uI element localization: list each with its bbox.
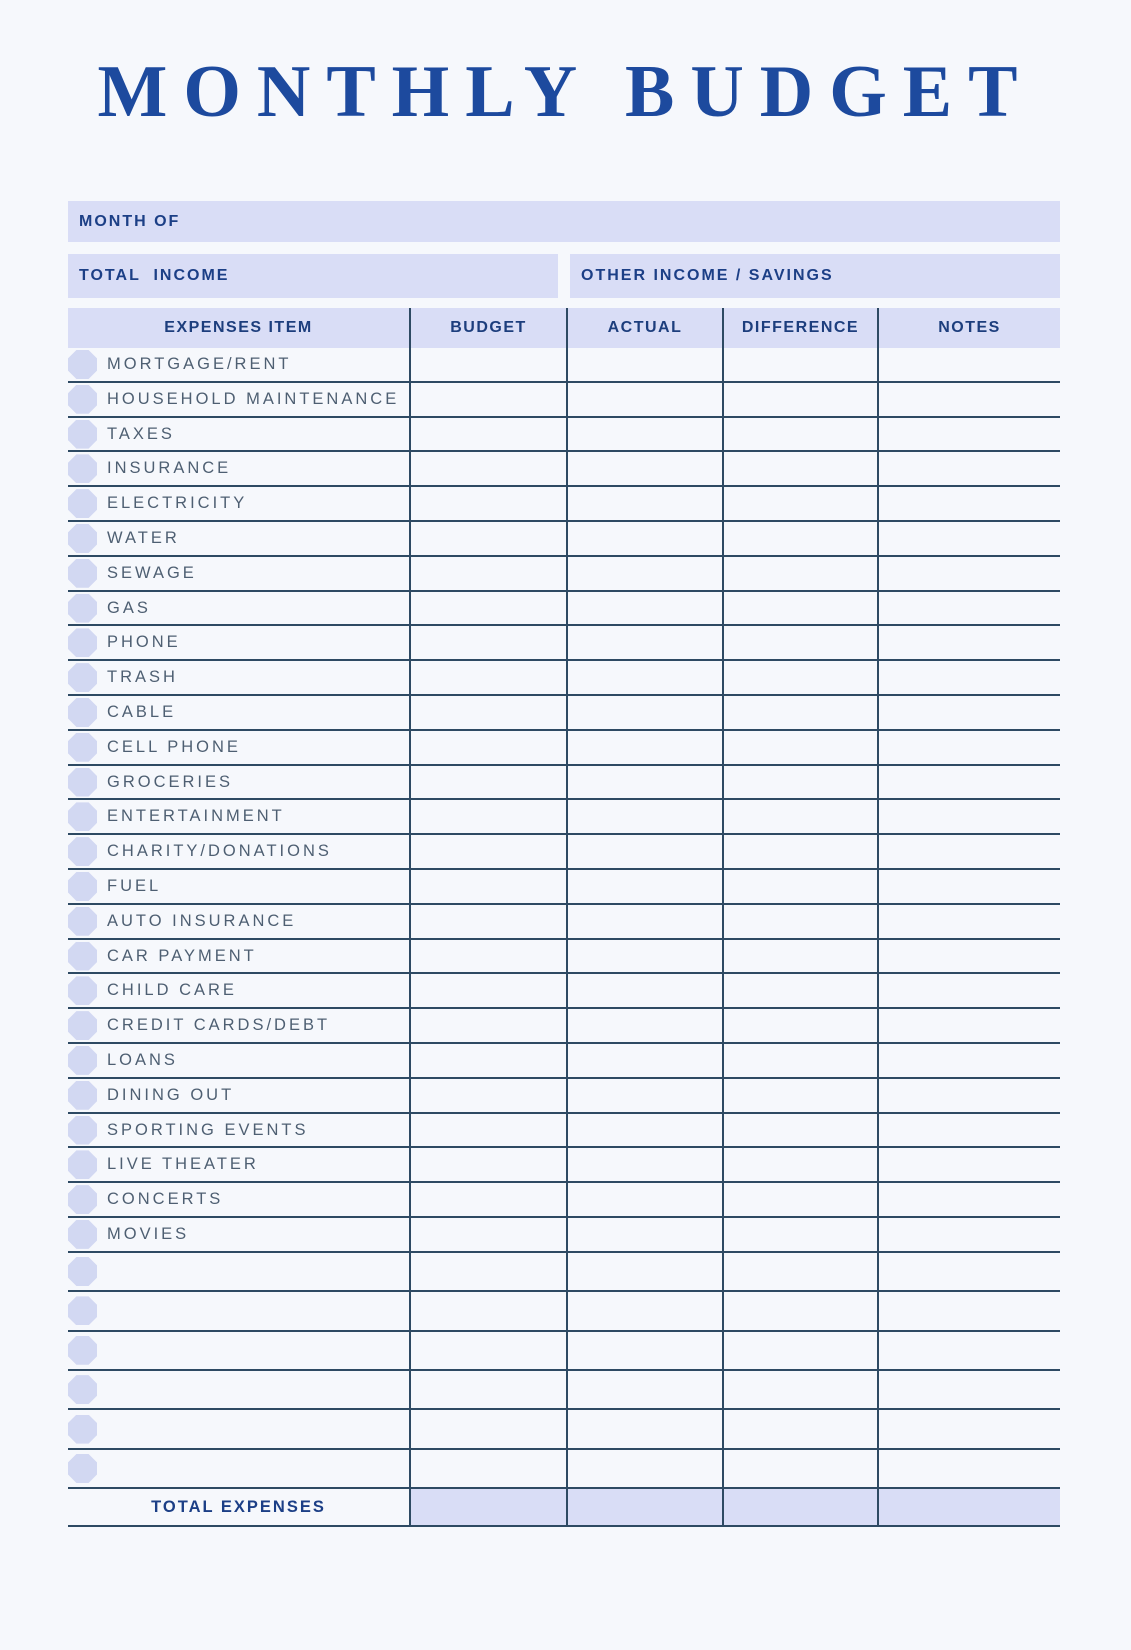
notes-cell[interactable]: [877, 1009, 1060, 1042]
table-row: [68, 1114, 1060, 1149]
difference-cell[interactable]: [722, 1450, 877, 1487]
table-row: [68, 452, 1060, 487]
difference-cell[interactable]: [722, 1218, 877, 1251]
page-title: MONTHLY BUDGET: [97, 51, 1034, 133]
difference-cell[interactable]: [722, 557, 877, 590]
budget-cell[interactable]: [409, 1114, 566, 1147]
difference-cell[interactable]: [722, 870, 877, 903]
expense-item-cell: [68, 940, 409, 973]
bullet-icon: [68, 524, 97, 553]
notes-cell[interactable]: [877, 1292, 1060, 1329]
table-row: [68, 1332, 1060, 1371]
expense-item-cell: [68, 557, 409, 590]
actual-cell[interactable]: [566, 592, 722, 625]
expense-item-cell[interactable]: [68, 1332, 409, 1369]
expense-item-cell[interactable]: [68, 1253, 409, 1290]
total-difference-cell[interactable]: [722, 1489, 877, 1525]
table-row: [68, 661, 1060, 696]
expense-item-cell: [68, 1044, 409, 1077]
budget-cell[interactable]: [409, 905, 566, 938]
budget-cell[interactable]: [409, 974, 566, 1007]
total-budget-cell[interactable]: [409, 1489, 566, 1525]
actual-cell[interactable]: [566, 383, 722, 416]
expense-item-label: CREDIT CARDS/DEBT: [107, 1016, 331, 1035]
bullet-icon: [68, 489, 97, 518]
bullet-icon: [68, 1415, 97, 1444]
difference-cell[interactable]: [722, 1332, 877, 1369]
expense-item-label: FUEL: [107, 876, 162, 895]
difference-cell[interactable]: [722, 487, 877, 520]
difference-cell[interactable]: [722, 974, 877, 1007]
expense-item-label: MORTGAGE/RENT: [107, 354, 292, 373]
table-row: [68, 522, 1060, 557]
table-row: [68, 1292, 1060, 1331]
actual-cell[interactable]: [566, 800, 722, 833]
month-of-label: MONTH OF: [79, 212, 181, 230]
budget-cell[interactable]: [409, 1450, 566, 1487]
table-row: [68, 418, 1060, 453]
notes-cell[interactable]: [877, 800, 1060, 833]
expense-item-cell[interactable]: [68, 1371, 409, 1408]
actual-cell[interactable]: [566, 1114, 722, 1147]
notes-cell[interactable]: [877, 766, 1060, 799]
actual-cell[interactable]: [566, 1292, 722, 1329]
table-row: [68, 974, 1060, 1009]
budget-cell[interactable]: [409, 696, 566, 729]
budget-cell[interactable]: [409, 1292, 566, 1329]
budget-sheet: [68, 201, 1060, 1527]
notes-cell[interactable]: [877, 940, 1060, 973]
notes-cell[interactable]: [877, 418, 1060, 451]
expense-item-label: LOANS: [107, 1050, 178, 1069]
expense-item-label: WATER: [107, 528, 180, 547]
notes-cell[interactable]: [877, 1079, 1060, 1112]
expense-item-cell: [68, 348, 409, 381]
notes-cell[interactable]: [877, 1148, 1060, 1181]
expense-item-cell: [68, 383, 409, 416]
budget-cell[interactable]: [409, 766, 566, 799]
actual-cell[interactable]: [566, 557, 722, 590]
notes-cell[interactable]: [877, 348, 1060, 381]
notes-cell[interactable]: [877, 1332, 1060, 1369]
budget-cell[interactable]: [409, 418, 566, 451]
difference-cell[interactable]: [722, 940, 877, 973]
expense-item-label: CAR PAYMENT: [107, 946, 257, 965]
notes-cell[interactable]: [877, 974, 1060, 1007]
notes-cell[interactable]: [877, 522, 1060, 555]
bullet-icon: [68, 385, 97, 414]
expense-item-cell: [68, 1114, 409, 1147]
bullet-icon: [68, 1150, 97, 1179]
expense-item-cell: [68, 522, 409, 555]
actual-cell[interactable]: [566, 626, 722, 659]
other-income-savings-label: OTHER INCOME / SAVINGS: [581, 267, 834, 285]
difference-cell[interactable]: [722, 835, 877, 868]
expense-item-label: CELL PHONE: [107, 737, 241, 756]
total-expenses-row: [68, 1489, 1060, 1527]
difference-cell[interactable]: [722, 800, 877, 833]
actual-cell[interactable]: [566, 1450, 722, 1487]
notes-cell[interactable]: [877, 1371, 1060, 1408]
expense-item-cell: [68, 800, 409, 833]
table-row: [68, 1044, 1060, 1079]
budget-cell[interactable]: [409, 940, 566, 973]
expense-item-cell: [68, 1183, 409, 1216]
table-row: [68, 766, 1060, 801]
expense-item-label: MOVIES: [107, 1224, 190, 1243]
expense-item-cell: [68, 661, 409, 694]
table-row: [68, 1148, 1060, 1183]
actual-cell[interactable]: [566, 696, 722, 729]
total-notes-cell[interactable]: [877, 1489, 1060, 1525]
actual-cell[interactable]: [566, 1410, 722, 1447]
table-row: [68, 731, 1060, 766]
expense-item-cell: [68, 1009, 409, 1042]
budget-cell[interactable]: [409, 1148, 566, 1181]
notes-cell[interactable]: [877, 1114, 1060, 1147]
budget-cell[interactable]: [409, 1079, 566, 1112]
budget-cell[interactable]: [409, 1410, 566, 1447]
actual-cell[interactable]: [566, 418, 722, 451]
bullet-icon: [68, 1081, 97, 1110]
expense-item-cell: [68, 626, 409, 659]
bullet-icon: [68, 837, 97, 866]
bullet-icon: [68, 698, 97, 727]
actual-cell[interactable]: [566, 835, 722, 868]
budget-cell[interactable]: [409, 592, 566, 625]
bullet-icon: [68, 1296, 97, 1325]
notes-cell[interactable]: [877, 1183, 1060, 1216]
budget-cell[interactable]: [409, 522, 566, 555]
actual-cell[interactable]: [566, 1253, 722, 1290]
actual-cell[interactable]: [566, 1183, 722, 1216]
expense-item-label: GROCERIES: [107, 772, 234, 791]
notes-cell[interactable]: [877, 1450, 1060, 1487]
difference-cell[interactable]: [722, 348, 877, 381]
actual-cell[interactable]: [566, 940, 722, 973]
bullet-icon: [68, 420, 97, 449]
difference-cell[interactable]: [722, 1371, 877, 1408]
budget-cell[interactable]: [409, 1183, 566, 1216]
expense-item-cell: [68, 974, 409, 1007]
header-budget: BUDGET: [409, 308, 566, 348]
actual-cell[interactable]: [566, 452, 722, 485]
budget-cell[interactable]: [409, 348, 566, 381]
table-row: [68, 592, 1060, 627]
header-notes: NOTES: [877, 308, 1060, 348]
actual-cell[interactable]: [566, 1218, 722, 1251]
header-difference: DIFFERENCE: [722, 308, 877, 348]
bullet-icon: [68, 942, 97, 971]
difference-cell[interactable]: [722, 522, 877, 555]
difference-cell[interactable]: [722, 1044, 877, 1077]
notes-cell[interactable]: [877, 626, 1060, 659]
expense-item-label: GAS: [107, 598, 151, 617]
table-row: [68, 940, 1060, 975]
table-row: [68, 835, 1060, 870]
bullet-icon: [68, 1454, 97, 1483]
actual-cell[interactable]: [566, 766, 722, 799]
table-row: [68, 800, 1060, 835]
notes-cell[interactable]: [877, 452, 1060, 485]
actual-cell[interactable]: [566, 487, 722, 520]
total-expenses-label: TOTAL EXPENSES: [151, 1497, 326, 1516]
notes-cell[interactable]: [877, 1253, 1060, 1290]
notes-cell[interactable]: [877, 661, 1060, 694]
bullet-icon: [68, 733, 97, 762]
difference-cell[interactable]: [722, 452, 877, 485]
actual-cell[interactable]: [566, 348, 722, 381]
actual-cell[interactable]: [566, 905, 722, 938]
expense-item-cell: [68, 766, 409, 799]
notes-cell[interactable]: [877, 487, 1060, 520]
bullet-icon: [68, 594, 97, 623]
bullet-icon: [68, 1375, 97, 1404]
difference-cell[interactable]: [722, 1292, 877, 1329]
bullet-icon: [68, 628, 97, 657]
notes-cell[interactable]: [877, 1044, 1060, 1077]
budget-cell[interactable]: [409, 557, 566, 590]
expense-item-label: INSURANCE: [107, 459, 232, 478]
actual-cell[interactable]: [566, 731, 722, 764]
expense-item-label: SEWAGE: [107, 563, 197, 582]
expense-item-cell[interactable]: [68, 1450, 409, 1487]
expense-item-label: CHARITY/DONATIONS: [107, 842, 332, 861]
table-body: [68, 348, 1060, 1489]
expense-item-cell: [68, 1148, 409, 1181]
total-income-label: TOTAL INCOME: [79, 267, 230, 285]
difference-cell[interactable]: [722, 661, 877, 694]
other-income-savings-field[interactable]: [570, 254, 1060, 298]
bullet-icon: [68, 802, 97, 831]
table-row: [68, 1253, 1060, 1292]
budget-cell[interactable]: [409, 383, 566, 416]
actual-cell[interactable]: [566, 1044, 722, 1077]
header-expenses-item: EXPENSES ITEM: [164, 319, 313, 337]
difference-cell[interactable]: [722, 626, 877, 659]
total-income-field[interactable]: [68, 254, 558, 298]
bullet-icon: [68, 1046, 97, 1075]
difference-cell[interactable]: [722, 905, 877, 938]
expense-item-label: HOUSEHOLD MAINTENANCE: [107, 389, 400, 408]
bullet-icon: [68, 907, 97, 936]
budget-cell[interactable]: [409, 1044, 566, 1077]
actual-cell[interactable]: [566, 974, 722, 1007]
difference-cell[interactable]: [722, 1183, 877, 1216]
expense-item-cell: [68, 696, 409, 729]
expense-item-cell: [68, 870, 409, 903]
difference-cell[interactable]: [722, 1114, 877, 1147]
table-row: [68, 1410, 1060, 1449]
difference-cell[interactable]: [722, 1410, 877, 1447]
actual-cell[interactable]: [566, 1148, 722, 1181]
notes-cell[interactable]: [877, 557, 1060, 590]
expense-item-cell[interactable]: [68, 1292, 409, 1329]
notes-cell[interactable]: [877, 696, 1060, 729]
table-row: [68, 1218, 1060, 1253]
expense-item-label: SPORTING EVENTS: [107, 1120, 309, 1139]
table-row: [68, 1183, 1060, 1218]
bullet-icon: [68, 768, 97, 797]
expense-item-label: TRASH: [107, 668, 178, 687]
notes-cell[interactable]: [877, 1218, 1060, 1251]
expense-item-label: PHONE: [107, 633, 181, 652]
bullet-icon: [68, 1116, 97, 1145]
actual-cell[interactable]: [566, 1332, 722, 1369]
header-actual: ACTUAL: [566, 308, 722, 348]
expense-item-label: CONCERTS: [107, 1190, 224, 1209]
table-row: [68, 1079, 1060, 1114]
difference-cell[interactable]: [722, 1253, 877, 1290]
expense-item-cell: [68, 1218, 409, 1251]
budget-cell[interactable]: [409, 661, 566, 694]
expense-item-label: ELECTRICITY: [107, 494, 248, 513]
table-row: [68, 1371, 1060, 1410]
table-row: [68, 557, 1060, 592]
income-section: [68, 254, 1060, 298]
bullet-icon: [68, 976, 97, 1005]
budget-cell[interactable]: [409, 731, 566, 764]
total-actual-cell[interactable]: [566, 1489, 722, 1525]
bullet-icon: [68, 1336, 97, 1365]
expense-item-cell: [68, 835, 409, 868]
actual-cell[interactable]: [566, 661, 722, 694]
expense-item-label: DINING OUT: [107, 1085, 235, 1104]
bullet-icon: [68, 872, 97, 901]
budget-cell[interactable]: [409, 1332, 566, 1369]
bullet-icon: [68, 1220, 97, 1249]
budget-cell[interactable]: [409, 1371, 566, 1408]
table-row: [68, 1009, 1060, 1044]
budget-cell[interactable]: [409, 835, 566, 868]
difference-cell[interactable]: [722, 696, 877, 729]
difference-cell[interactable]: [722, 766, 877, 799]
notes-cell[interactable]: [877, 592, 1060, 625]
actual-cell[interactable]: [566, 1009, 722, 1042]
expense-item-label: CHILD CARE: [107, 981, 237, 1000]
table-row: [68, 626, 1060, 661]
difference-cell[interactable]: [722, 1079, 877, 1112]
bullet-icon: [68, 559, 97, 588]
expense-item-cell: [68, 731, 409, 764]
expense-item-cell: [68, 452, 409, 485]
table-row: [68, 383, 1060, 418]
notes-cell[interactable]: [877, 383, 1060, 416]
expense-item-cell: [68, 1079, 409, 1112]
table-header-row: [68, 308, 1060, 348]
expense-item-label: TAXES: [107, 424, 175, 443]
budget-cell[interactable]: [409, 800, 566, 833]
bullet-icon: [68, 1185, 97, 1214]
table-row: [68, 348, 1060, 383]
expense-item-label: AUTO INSURANCE: [107, 911, 297, 930]
difference-cell[interactable]: [722, 731, 877, 764]
table-row: [68, 1450, 1060, 1489]
expense-item-label: CABLE: [107, 702, 177, 721]
budget-cell[interactable]: [409, 1009, 566, 1042]
expense-item-cell: [68, 592, 409, 625]
bullet-icon: [68, 350, 97, 379]
budget-cell[interactable]: [409, 452, 566, 485]
table-row: [68, 487, 1060, 522]
bullet-icon: [68, 1011, 97, 1040]
budget-cell[interactable]: [409, 487, 566, 520]
bullet-icon: [68, 454, 97, 483]
notes-cell[interactable]: [877, 731, 1060, 764]
budget-cell[interactable]: [409, 1253, 566, 1290]
notes-cell[interactable]: [877, 870, 1060, 903]
difference-cell[interactable]: [722, 418, 877, 451]
bullet-icon: [68, 663, 97, 692]
budget-cell[interactable]: [409, 1218, 566, 1251]
table-row: [68, 870, 1060, 905]
budget-cell[interactable]: [409, 870, 566, 903]
actual-cell[interactable]: [566, 1371, 722, 1408]
difference-cell[interactable]: [722, 1009, 877, 1042]
expense-item-cell: [68, 418, 409, 451]
difference-cell[interactable]: [722, 383, 877, 416]
actual-cell[interactable]: [566, 522, 722, 555]
notes-cell[interactable]: [877, 905, 1060, 938]
notes-cell[interactable]: [877, 1410, 1060, 1447]
expense-item-cell[interactable]: [68, 1410, 409, 1447]
table-row: [68, 905, 1060, 940]
budget-cell[interactable]: [409, 626, 566, 659]
expenses-table: [68, 308, 1060, 1527]
difference-cell[interactable]: [722, 1148, 877, 1181]
actual-cell[interactable]: [566, 870, 722, 903]
month-of-field[interactable]: [68, 201, 1060, 242]
actual-cell[interactable]: [566, 1079, 722, 1112]
expense-item-cell: [68, 487, 409, 520]
notes-cell[interactable]: [877, 835, 1060, 868]
expense-item-label: ENTERTAINMENT: [107, 807, 285, 826]
expense-item-label: LIVE THEATER: [107, 1155, 259, 1174]
table-row: [68, 696, 1060, 731]
expense-item-cell: [68, 905, 409, 938]
difference-cell[interactable]: [722, 592, 877, 625]
bullet-icon: [68, 1257, 97, 1286]
